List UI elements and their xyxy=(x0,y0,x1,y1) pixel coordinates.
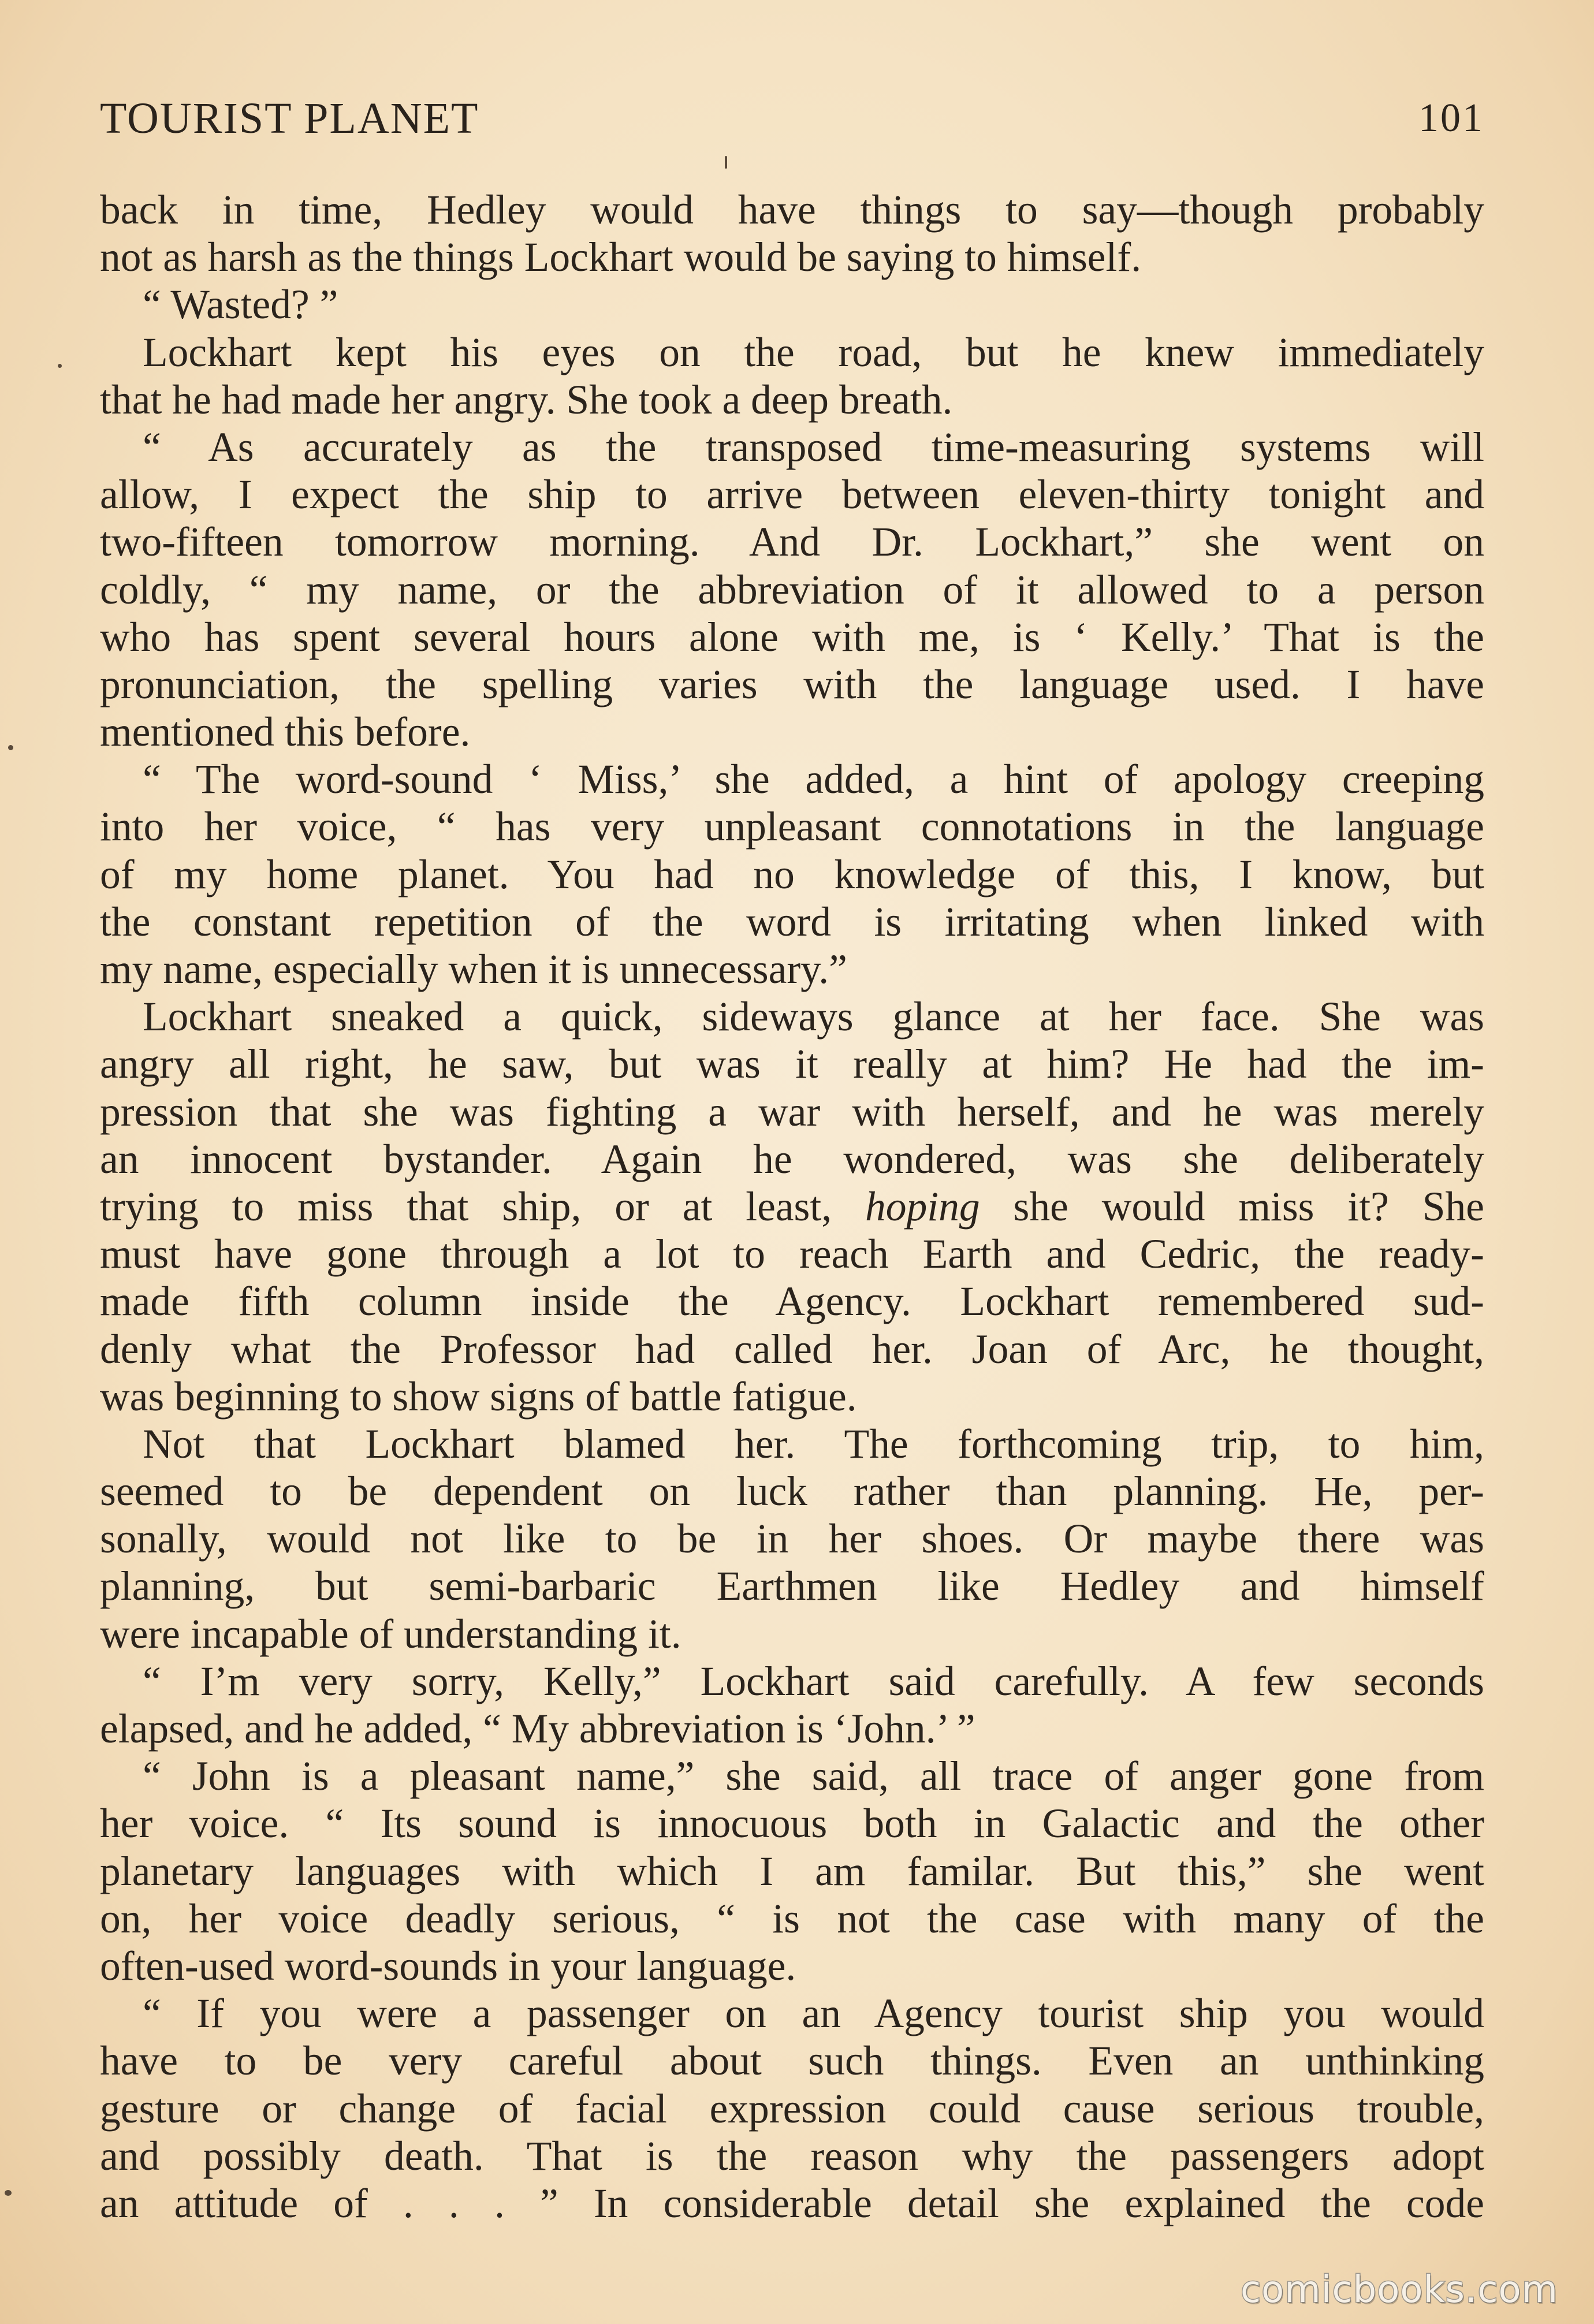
text-segment: two-fifteen tomorrow morning. And Dr. Lockhart,” she went on xyxy=(100,519,1484,565)
page-header xyxy=(100,87,1484,150)
text-segment: “ Wasted? ” xyxy=(143,282,338,328)
text-segment: made fifth column inside the Agency. Lockhart remembered sud- xyxy=(100,1279,1484,1325)
text-segment: Lockhart kept his eyes on the road, but he knew immediately xyxy=(143,329,1484,375)
text-segment: not as harsh as the things Lockhart would be saying to himself. xyxy=(100,234,1142,281)
text-segment: mentioned this before. xyxy=(100,709,471,755)
text-segment: my name, especially when it is unnecessary.” xyxy=(100,947,847,992)
text-line xyxy=(100,1753,1484,1800)
text-segment: “ The word-sound ‘ Miss,’ she added, a hint of apology creeping xyxy=(143,757,1484,803)
text-segment: must have gone through a lot to reach Earth and Cedric, the ready- xyxy=(100,1231,1484,1278)
watermark: comicbooks.com xyxy=(1240,2269,1558,2311)
text-line xyxy=(100,1515,1484,1563)
paragraph xyxy=(100,1753,1484,1990)
text-line xyxy=(100,709,1484,756)
text-line xyxy=(100,1800,1484,1848)
text-segment: that he had made her angry. She took a deep breath. xyxy=(100,377,953,423)
paragraph xyxy=(100,1421,1484,1658)
text-line xyxy=(100,1421,1484,1468)
text-line xyxy=(100,851,1484,899)
paragraph xyxy=(100,756,1484,993)
text-line xyxy=(100,567,1484,614)
text-segment: she would miss it? She xyxy=(980,1183,1484,1230)
text-line xyxy=(100,756,1484,803)
paragraph xyxy=(100,329,1484,424)
paragraph xyxy=(100,281,1484,329)
paragraph xyxy=(100,1990,1484,2228)
paragraph xyxy=(100,1658,1484,1753)
text-segment: gesture or change of facial expression could cause serious trouble, xyxy=(100,2085,1484,2132)
text-line xyxy=(100,2133,1484,2180)
text-segment: who has spent several hours alone with me, is ‘ Kelly.’ That is the xyxy=(100,614,1484,660)
text-segment: seemed to be dependent on luck rather than planning. He, per- xyxy=(100,1469,1484,1515)
text-line xyxy=(100,1895,1484,1943)
text-segment: sonally, would not like to be in her shoes. Or maybe there was xyxy=(100,1516,1484,1562)
text-line xyxy=(100,661,1484,709)
text-segment: coldly, “ my name, or the abbreviation of it allowed to a person xyxy=(100,567,1484,613)
text-line xyxy=(100,1041,1484,1088)
text-segment: “ As accurately as the transposed time-measuring systems will xyxy=(143,424,1484,470)
text-segment: was beginning to show signs of battle fatigue. xyxy=(100,1373,857,1420)
text-line xyxy=(100,993,1484,1041)
text-segment: the constant repetition of the word is irritating when linked with xyxy=(100,899,1484,945)
text-segment: angry all right, he saw, but was it really at him? He had the im- xyxy=(100,1041,1484,1087)
paragraph xyxy=(100,993,1484,1421)
text-line xyxy=(100,1705,1484,1753)
text-segment: denly what the Professor had called her. Joan of Arc, he thought, xyxy=(100,1326,1484,1372)
text-line xyxy=(100,187,1484,234)
page-number: 101 xyxy=(1418,96,1484,140)
text-line xyxy=(100,424,1484,471)
text-line xyxy=(100,1563,1484,1610)
text-line xyxy=(100,1136,1484,1183)
text-line xyxy=(100,803,1484,851)
paragraph xyxy=(100,187,1484,281)
text-line xyxy=(100,1089,1484,1136)
text-line xyxy=(100,1326,1484,1373)
text-segment: planning, but semi-barbaric Earthmen like Hedley and himself xyxy=(100,1563,1484,1610)
paper-speck xyxy=(8,745,13,750)
text-line xyxy=(100,2180,1484,2228)
text-segment: Not that Lockhart blamed her. The forthcoming trip, to him, xyxy=(143,1421,1484,1467)
text-line xyxy=(100,614,1484,661)
paper-speck xyxy=(58,364,62,368)
running-title: TOURIST PLANET xyxy=(100,94,479,143)
text-segment: often-used word-sounds in your language. xyxy=(100,1943,796,1989)
text-segment: an innocent bystander. Again he wondered, was she deliberately xyxy=(100,1136,1484,1182)
text-line xyxy=(100,2085,1484,2133)
text-segment: on, her voice deadly serious, “ is not the case with many of the xyxy=(100,1895,1484,1942)
text-segment: trying to miss that ship, or at least, xyxy=(100,1183,866,1230)
text-segment: and possibly death. That is the reason why the passengers adopt xyxy=(100,2133,1484,2179)
text-line xyxy=(100,1990,1484,2038)
text-line xyxy=(100,1183,1484,1231)
text-line xyxy=(100,1278,1484,1325)
text-segment: pronunciation, the spelling varies with the language used. I have xyxy=(100,661,1484,707)
text-segment: elapsed, and he added, “ My abbreviation is ‘John.’ ” xyxy=(100,1706,975,1752)
text-segment: allow, I expect the ship to arrive between eleven-thirty tonight and xyxy=(100,472,1484,518)
text-line xyxy=(100,281,1484,329)
text-segment: her voice. “ Its sound is innocuous both in Galactic and the other xyxy=(100,1801,1484,1847)
text-line xyxy=(100,946,1484,993)
text-line xyxy=(100,234,1484,281)
text-segment: “ If you were a passenger on an Agency tourist ship you would xyxy=(143,1991,1484,2037)
body-text xyxy=(100,187,1484,2228)
text-line xyxy=(100,1658,1484,1705)
text-segment: “ John is a pleasant name,” she said, all trace of anger gone from xyxy=(143,1753,1484,1800)
text-line xyxy=(100,1468,1484,1515)
text-line xyxy=(100,519,1484,566)
text-segment: of my home planet. You had no knowledge of this, I know, but xyxy=(100,851,1484,897)
text-line xyxy=(100,377,1484,424)
text-segment: an attitude of . . . ” In considerable detail she explained the code xyxy=(100,2180,1484,2226)
text-line xyxy=(100,1231,1484,1278)
text-line xyxy=(100,1848,1484,1895)
text-segment: planetary languages with which I am familar. But this,” she went xyxy=(100,1848,1484,1894)
italic-word: hoping xyxy=(865,1183,980,1230)
text-line xyxy=(100,1943,1484,1990)
text-segment: into her voice, “ has very unpleasant connotations in the language xyxy=(100,804,1484,850)
paper-speck xyxy=(5,2190,12,2196)
text-segment: were incapable of understanding it. xyxy=(100,1611,681,1657)
text-line xyxy=(100,329,1484,377)
text-segment: have to be very careful about such things. Even an unthinking xyxy=(100,2038,1484,2084)
paragraph xyxy=(100,424,1484,756)
text-line xyxy=(100,899,1484,946)
text-line xyxy=(100,471,1484,519)
text-segment: “ I’m very sorry, Kelly,” Lockhart said carefully. A few seconds xyxy=(143,1658,1484,1704)
text-segment: Lockhart sneaked a quick, sideways glance at her face. She was xyxy=(143,994,1484,1040)
text-line xyxy=(100,2038,1484,2085)
text-segment: pression that she was fighting a war with herself, and he was merely xyxy=(100,1089,1484,1135)
text-line xyxy=(100,1611,1484,1658)
text-line xyxy=(100,1373,1484,1421)
paper-speck xyxy=(725,156,727,169)
text-segment: back in time, Hedley would have things to say—though probably xyxy=(100,187,1484,233)
